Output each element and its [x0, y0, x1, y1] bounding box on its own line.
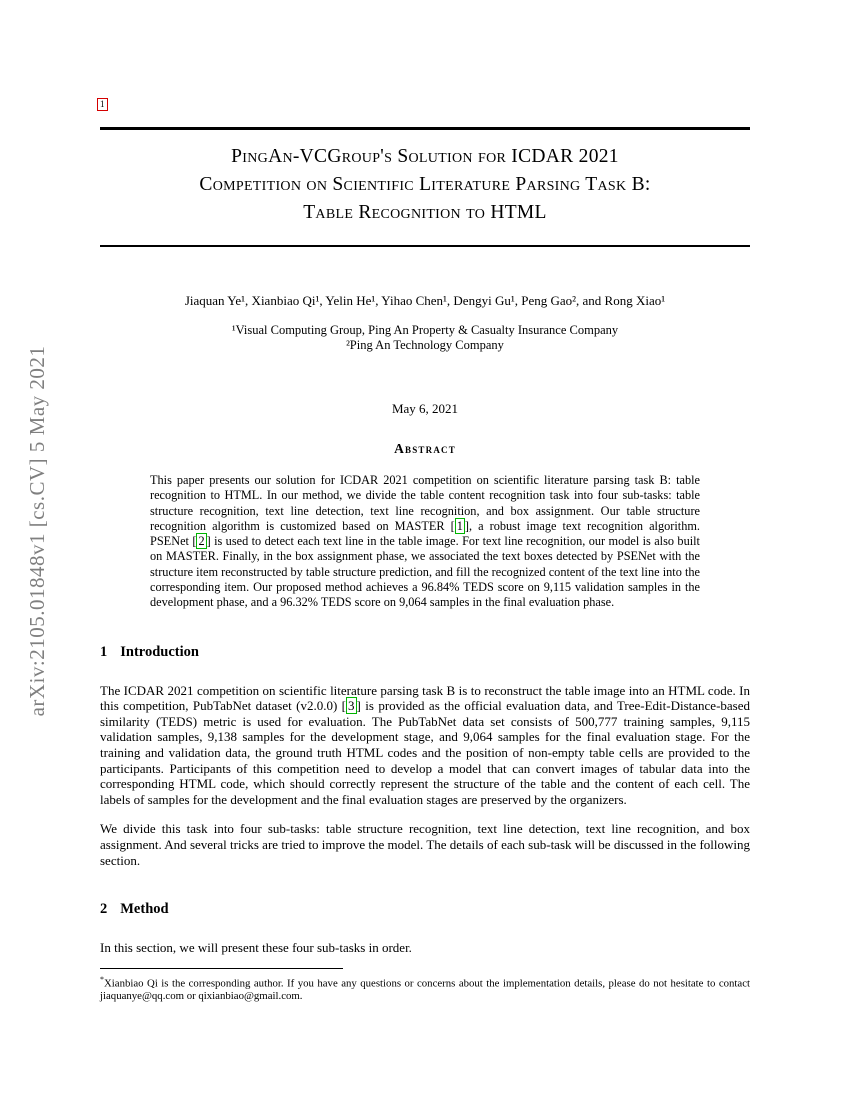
- abstract-segment-1: This paper presents our solution for ICDAR 2021 competition on scientific literature parsing task B: table recognition to HTML. In our method, we divide the table content recognition task into four sub-tasks: table structure recognition, text line detection, text line recognition, and box assignment. Our table structure recognition algorithm is customized based on MASTER [: [150, 473, 700, 533]
- author-list: Jiaquan Ye¹, Xianbiao Qi¹, Yelin He¹, Yihao Chen¹, Dengyi Gu¹, Peng Gao², and Rong Xiao¹: [184, 293, 666, 308]
- intro-segment-2: ] is provided as the official evaluation data, and Tree-Edit-Distance-based similarity (TEDS) metric is used for evaluation. The PubTabNet data set consists of 500,777 training samples, 9,115 validation samples, 9,138 samples for the development stage, and 9,064 samples for the final evaluation stage. For the training and validation data, the ground truth HTML codes and the position of non-empty table cells are provided to the participants. Participants of this competition need to develop a model that can convert images of tabular data into the corresponding HTML code, which should correctly represent the structure of the table and the content of each cell. The labels of samples for the development and the final evaluation stages are preserved by the organizers.: [100, 698, 750, 807]
- introduction-paragraph-2: We divide this task into four sub-tasks: table structure recognition, text line detection, text line recognition, and box assignment. And several tricks are tried to improve the model. The details of each sub-task will be discussed in the following section.: [100, 821, 750, 868]
- affiliation-2: ²Ping An Technology Company: [346, 338, 504, 352]
- citation-link-1[interactable]: 1: [456, 518, 463, 533]
- section-title: Method: [120, 901, 169, 918]
- citation-link-3[interactable]: 3: [348, 698, 355, 714]
- abstract-segment-2: ], a robust image text recognition algorithm. PSENet [: [150, 518, 700, 549]
- paper-content: [100, 0, 750, 956]
- title-line-3: Table Recognition to HTML: [303, 201, 547, 223]
- footnote-text: [100, 974, 750, 1003]
- citation-link-2[interactable]: 2: [198, 534, 205, 549]
- section-heading-method: [100, 900, 750, 918]
- footnote-link-marker[interactable]: 1: [97, 98, 108, 111]
- introduction-paragraph-1: [100, 683, 750, 808]
- title-line-1: PingAn-VCGroup's Solution for ICDAR 2021: [231, 145, 619, 167]
- section-number: 1: [100, 643, 108, 660]
- abstract-heading: Abstract: [394, 441, 456, 456]
- section-number: 2: [100, 901, 108, 918]
- paper-date: May 6, 2021: [391, 401, 459, 416]
- intro-segment-1: The ICDAR 2021 competition on scientific literature parsing task B is to reconstruct the table image into an HTML code. In this competition, PubTabNet dataset (v2.0.0) [: [100, 682, 750, 714]
- abstract-segment-3: ] is used to detect each text line in the table image. For text line recognition, our model is also built on MASTER. Finally, in the box assignment phase, we associated the text boxes detected by PSENet with the structure item reconstructed by table structure prediction, and fill the recognized content of the text line into the corresponding item. Our proposed method achieves a 96.84% TEDS score on 9,115 validation samples in the development phase, and a 96.32% TEDS score on 9,064 samples in the final evaluation phase.: [150, 534, 700, 610]
- paper-title: [100, 143, 750, 227]
- title-rule-top: [100, 127, 750, 130]
- arxiv-stamp: arXiv:2105.01848v1 [cs.CV] 5 May 2021: [25, 345, 49, 717]
- section-title: Introduction: [120, 643, 199, 660]
- title-rule-bottom: [100, 245, 750, 248]
- footnote-area: [100, 968, 750, 1003]
- title-line-2: Competition on Scientific Literature Parsing Task B:: [199, 173, 651, 195]
- abstract-text: [150, 473, 700, 611]
- footnote-rule: [100, 968, 343, 969]
- footnote-marker: *: [100, 975, 104, 984]
- affiliation-1: ¹Visual Computing Group, Ping An Property & Casualty Insurance Company: [231, 323, 619, 337]
- section-heading-introduction: [100, 643, 750, 661]
- affiliations: [100, 323, 750, 353]
- method-paragraph-1: In this section, we will present these four sub-tasks in order.: [100, 940, 412, 956]
- footnote-body: Xianbiao Qi is the corresponding author. If you have any questions or concerns about the implementation details, please do not hesitate to contact jiaquanye@qq.com or qixianbiao@gmail.com.: [100, 977, 750, 1003]
